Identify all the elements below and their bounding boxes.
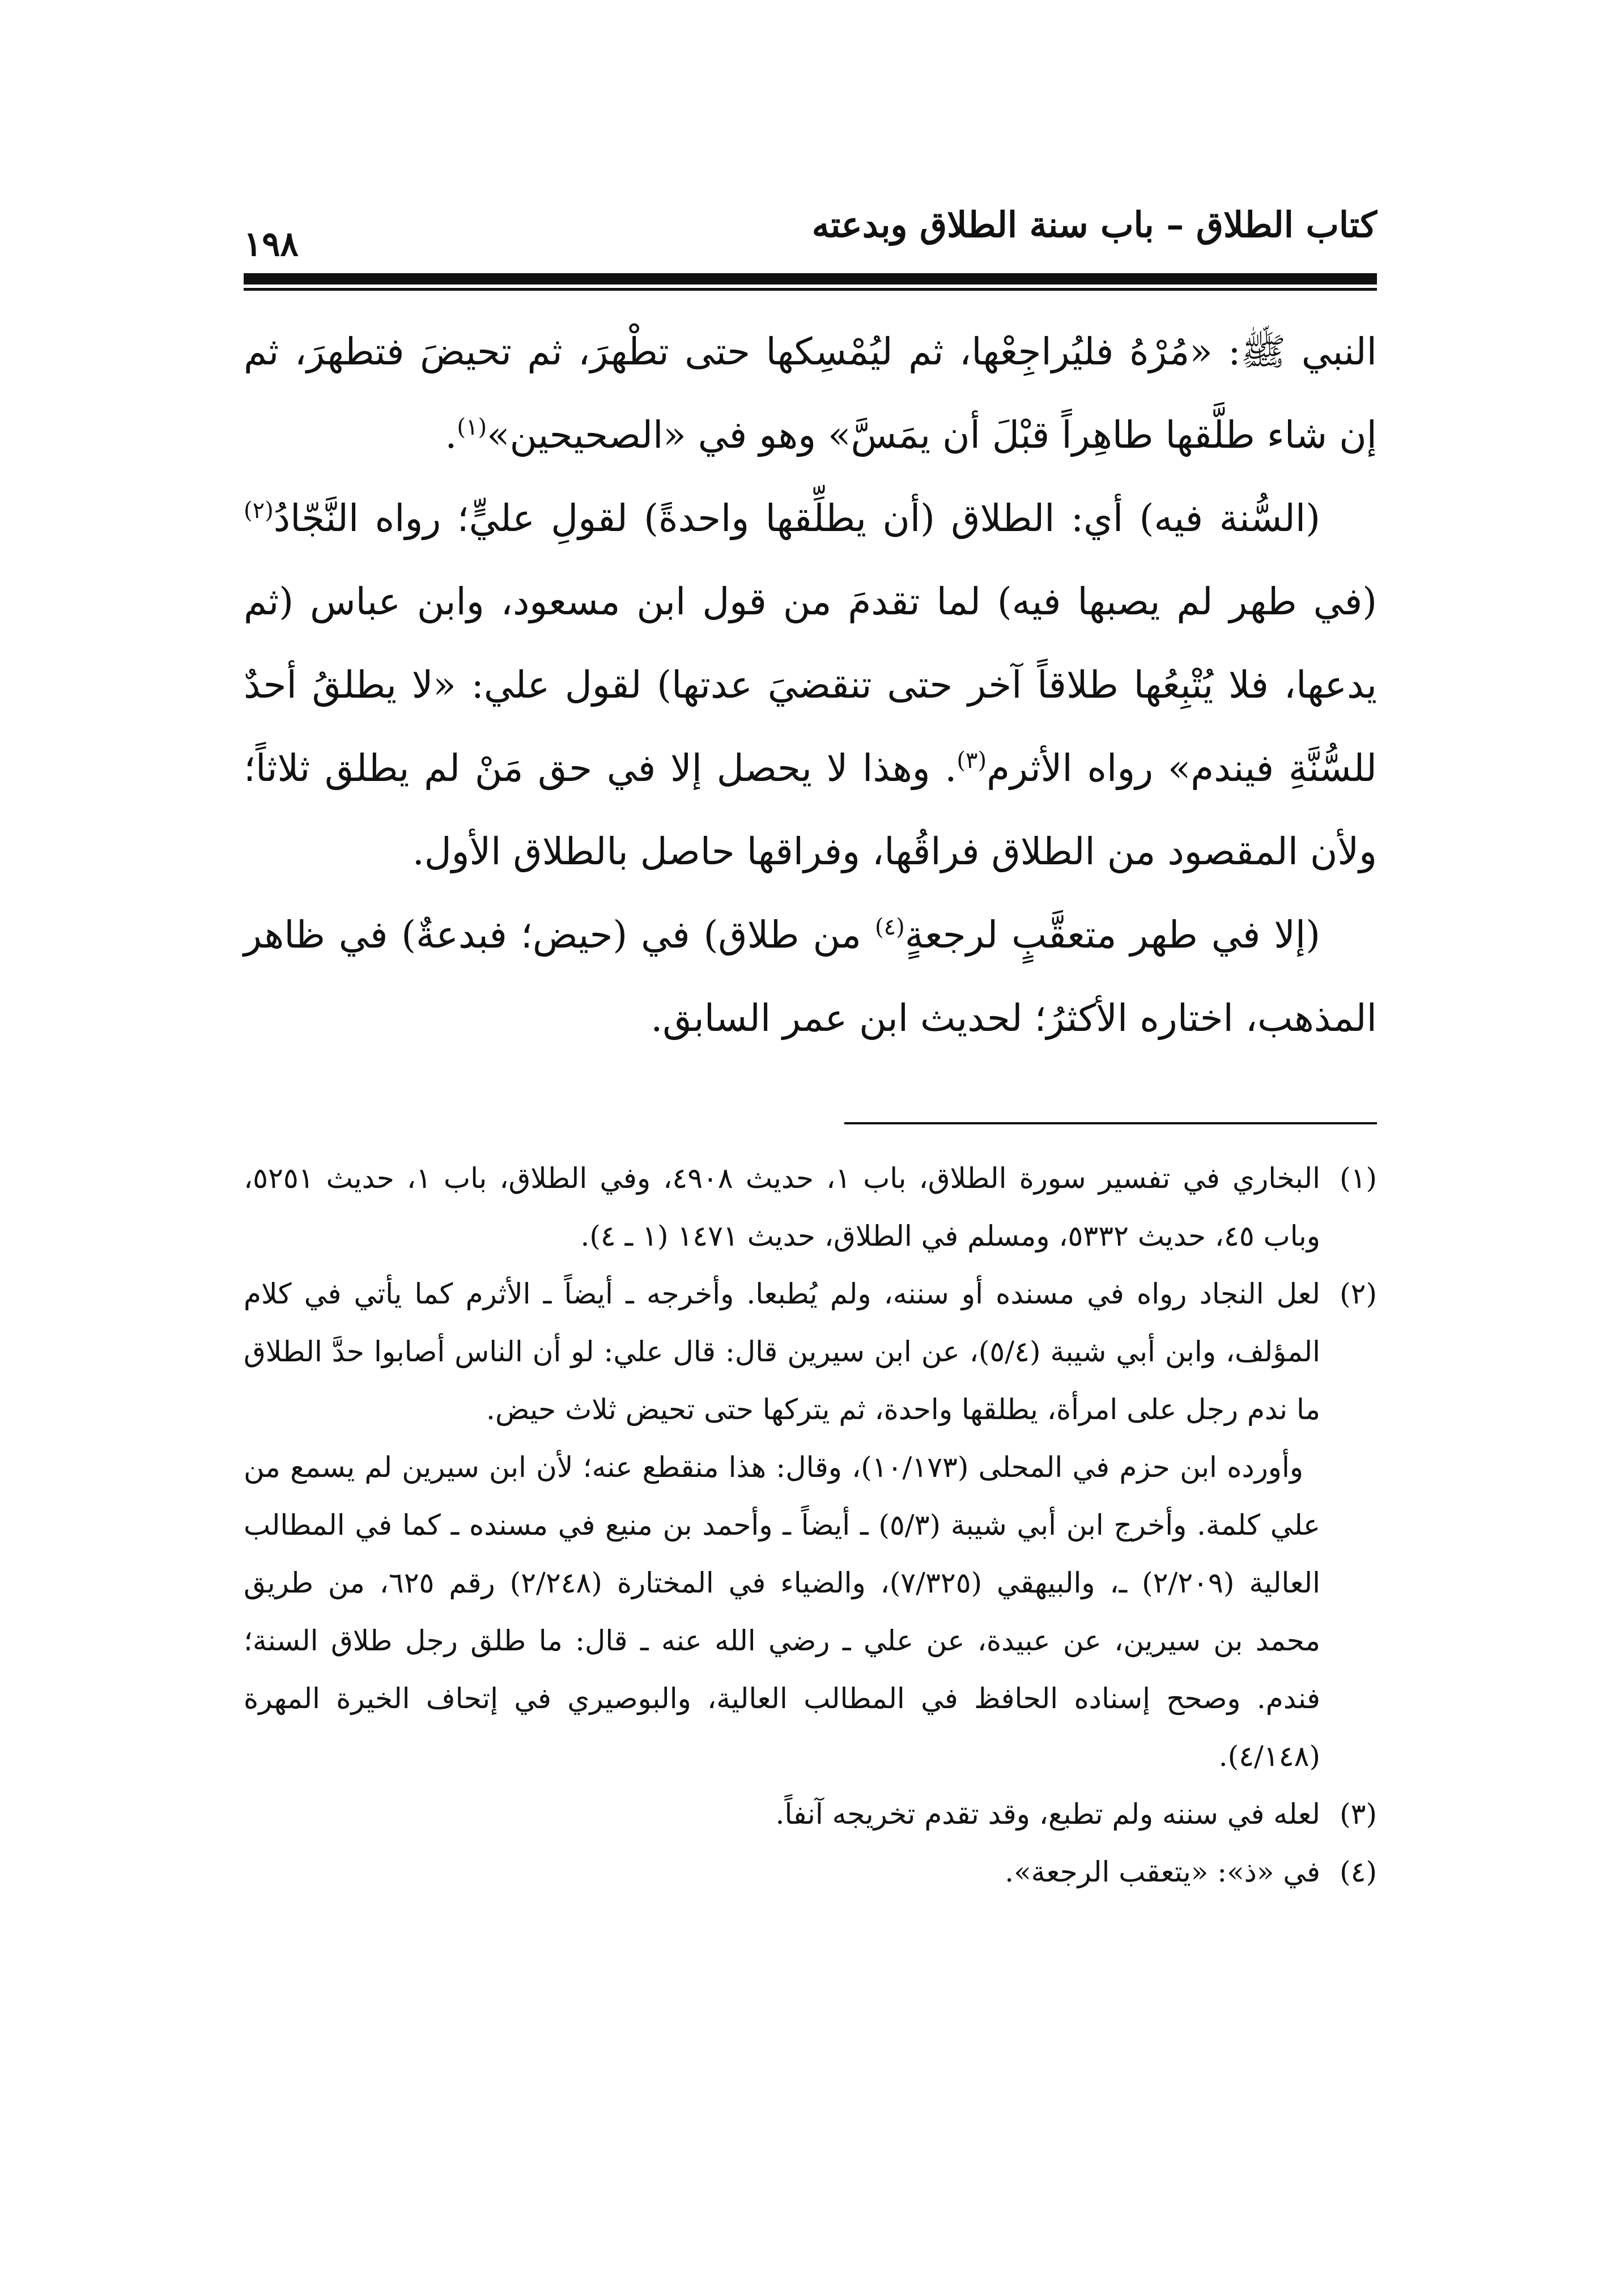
footnote-text: لعل النجاد رواه في مسنده أو سننه، ولم يُطبعا. وأخرجه ـ أيضاً ـ الأثرم كما يأتي في كلام المؤلف، وابن أبي شيبة (٥/٤)، عن ابن سيرين قال: قال علي: لو أن الناس أصابوا حدَّ الطلاق ما ندم رجل على امرأة، يطلقها واحدة، ثم يتركها حتى تحيض ثلاث حيض.: [244, 1277, 1320, 1426]
header-rule-thick: [244, 273, 1377, 284]
paragraph-2-text-a: (السُّنة فيه) أي: الطلاق (أن يطلِّقها واحدةً) لقولِ عليٍّ؛ رواه النَّجّادُ: [273, 496, 1320, 540]
footnote-ref-4: (٤): [874, 914, 905, 940]
main-text: [244, 310, 1377, 1060]
paragraph-3: [244, 893, 1377, 1060]
paragraph-2-text-b: (في طهر لم يصبها فيه) لما تقدمَ من قول ابن مسعود، وابن عباس (ثم يدعها، فلا يُتْبِعُها طلاقاً آخر حتى تنقضيَ عدتها) لقول علي: «لا يطلقُ أحدٌ للسُّنَّةِ فيندم» رواه الأثرم: [244, 580, 1377, 790]
footnote-2-continuation: [244, 1438, 1377, 1785]
footnote-ref-2: (٢): [244, 498, 274, 524]
footnote-ref-3: (٣): [956, 748, 987, 774]
paragraph-3-text-b: من طلاق) في (حيض؛ فبدعةٌ) في ظاهر المذهب، اختاره الأكثرُ؛ لحديث ابن عمر السابق.: [244, 913, 1377, 1040]
page-header: [244, 204, 1377, 266]
paragraph-1-end: .: [445, 413, 457, 457]
footnote-number: (٢): [1340, 1277, 1377, 1310]
paragraph-1-text: النبي ﷺ: «مُرْهُ فليُراجِعْها، ثم ليُمْسِكها حتى تطْهرَ، ثم تحيضَ فتطهرَ، ثم إن شاء طلَّقها طاهِراً قبْلَ أن يمَسَّ» وهو في «الصحيحين»: [244, 330, 1377, 457]
paragraph-2: [244, 477, 1377, 893]
footnote-4: [244, 1843, 1377, 1901]
footnote-text: في «ذ»: «يتعقب الرجعة».: [1005, 1855, 1320, 1888]
footnote-ref-1: (١): [457, 414, 487, 440]
paragraph-1: [244, 310, 1377, 477]
footnote-number: (٤): [1340, 1855, 1377, 1888]
page-number: ١٩٨: [244, 224, 299, 264]
footnote-number: (١): [1340, 1162, 1377, 1195]
running-title: كتاب الطلاق – باب سنة الطلاق وبدعته: [811, 204, 1377, 245]
book-page: [244, 204, 1377, 2131]
footnote-3: [244, 1785, 1377, 1843]
footnote-separator: [844, 1122, 1377, 1124]
footnotes: [244, 1149, 1377, 1901]
paragraph-3-text-a: (إلا في طهر متعقَّبٍ لرجعةٍ: [904, 913, 1320, 957]
footnote-number: (٣): [1340, 1798, 1377, 1831]
footnote-2: [244, 1265, 1377, 1438]
footnote-1: [244, 1149, 1377, 1265]
footnote-text: البخاري في تفسير سورة الطلاق، باب ١، حديث ٤٩٠٨، وفي الطلاق، باب ١، حديث ٥٢٥١، وباب ٤٥، حديث ٥٣٣٢، ومسلم في الطلاق، حديث ١٤٧١ (١ ـ ٤).: [244, 1162, 1321, 1252]
footnote-text: لعله في سننه ولم تطبع، وقد تقدم تخريجه آنفاً.: [775, 1798, 1320, 1831]
footnote-text: وأورده ابن حزم في المحلى (١٠/١٧٣)، وقال: هذا منقطع عنه؛ لأن ابن سيرين لم يسمع من علي كلمة. وأخرج ابن أبي شيبة (٥/٣) ـ أيضاً ـ وأحمد بن منيع في مسنده ـ كما في المطالب العالية (٢/٢٠٩) ـ، والبيهقي (٧/٣٢٥)، والضياء في المختارة (٢/٢٤٨) رقم ٦٢٥، من طريق محمد بن سيرين، عن عبيدة، عن علي ـ رضي الله عنه ـ قال: ما طلق رجل طلاق السنة؛ فندم. وصحح إسناده الحافظ في المطالب العالية، والبوصيري في إتحاف الخيرة المهرة (٤/١٤٨).: [244, 1451, 1320, 1773]
paragraph-2-text-c: . وهذا لا يحصل إلا في حق مَنْ لم يطلق ثلاثاً؛ ولأن المقصود من الطلاق فراقُها، وفراقها حاصل بالطلاق الأول.: [244, 746, 1377, 873]
header-rule-thin: [244, 288, 1377, 291]
